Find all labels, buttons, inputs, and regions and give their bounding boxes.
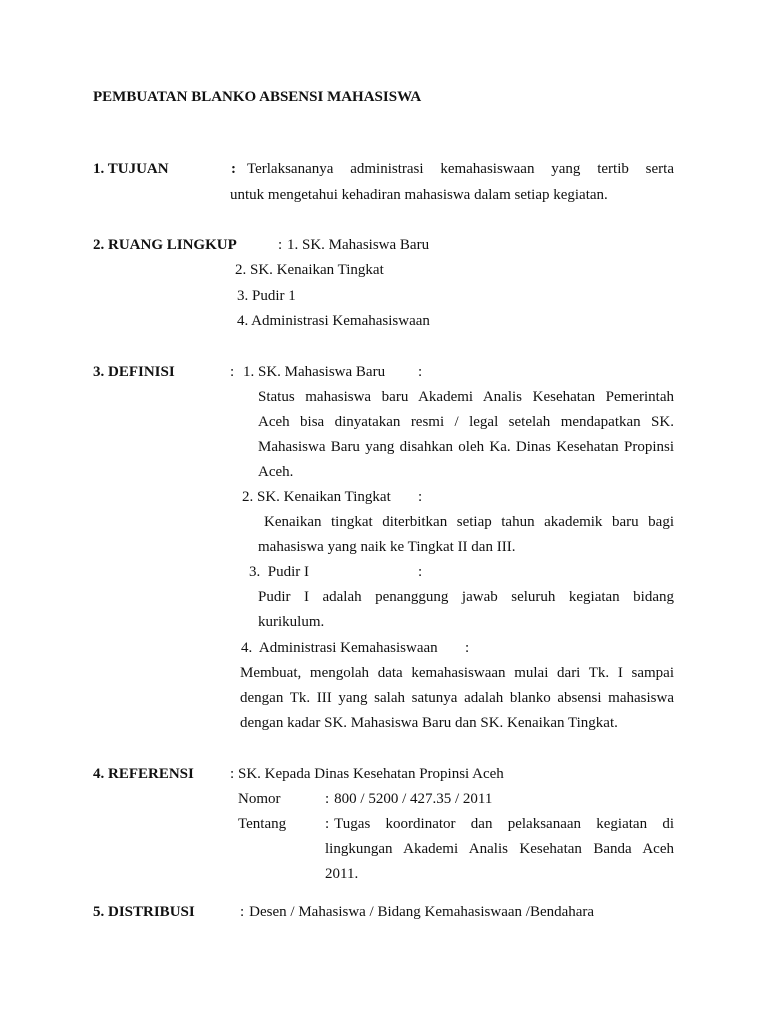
- referensi-nomor-label: Nomor: [238, 791, 281, 807]
- ruang-lingkup-item: 3. Pudir 1: [237, 288, 296, 304]
- definisi-item-line: Kenaikan tingkat diterbitkan setiap tahun akademik baru bagi: [264, 514, 674, 530]
- tujuan-colon: :: [231, 161, 236, 177]
- definisi-item-colon: :: [418, 364, 423, 380]
- ruang-lingkup-item: 4. Administrasi Kemahasiswaan: [237, 313, 430, 329]
- referensi-tentang-line: 2011.: [325, 866, 359, 882]
- definisi-item-line: Pudir I adalah penanggung jawab seluruh kegiatan bidang: [258, 589, 674, 605]
- referensi-nomor-text: 800 / 5200 / 427.35 / 2011: [334, 791, 493, 807]
- definisi-item-line: Mahasiswa Baru yang disahkan oleh Ka. Dinas Kesehatan Propinsi: [258, 439, 674, 455]
- ruang-lingkup-item: 1. SK. Mahasiswa Baru: [287, 237, 430, 253]
- definisi-item-line: Aceh bisa dinyatakan resmi / legal setelah mendapatkan SK.: [258, 414, 674, 430]
- definisi-item-colon: :: [418, 489, 423, 505]
- definisi-item-line: dengan Tk. III yang salah satunya adalah blanko absensi mahasiswa: [240, 690, 674, 706]
- distribusi-colon: :: [240, 904, 245, 920]
- referensi-tentang-line: [325, 815, 674, 833]
- definisi-item-line: Aceh.: [258, 464, 294, 480]
- tujuan-line: Terlaksananya administrasi kemahasiswaan yang tertib serta: [247, 161, 674, 177]
- definisi-item-line: mahasiswa yang naik ke Tingkat II dan III.: [258, 539, 516, 555]
- definisi-item-colon: :: [465, 640, 470, 656]
- definisi-item-line: kurikulum.: [258, 614, 325, 630]
- referensi-colon: :: [230, 766, 235, 782]
- definisi-item-line: dengan kadar SK. Mahasiswa Baru dan SK. Kenaikan Tingkat.: [240, 715, 618, 731]
- section-heading-ruang-lingkup: 2. RUANG LINGKUP: [93, 237, 237, 253]
- section-heading-tujuan: 1. TUJUAN: [93, 161, 169, 177]
- referensi-tentang-line: lingkungan Akademi Analis Kesehatan Banda Aceh: [325, 841, 674, 857]
- referensi-tentang-label: Tentang: [238, 816, 287, 832]
- section-heading-referensi: 4. REFERENSI: [93, 766, 194, 782]
- referensi-source: SK. Kepada Dinas Kesehatan Propinsi Aceh: [238, 766, 504, 782]
- definisi-item-label: 1. SK. Mahasiswa Baru: [243, 364, 386, 380]
- section-heading-distribusi: 5. DISTRIBUSI: [93, 904, 195, 920]
- ruang-lingkup-item: 2. SK. Kenaikan Tingkat: [235, 262, 384, 278]
- definisi-item-label: 2. SK. Kenaikan Tingkat: [242, 489, 391, 505]
- referensi-tentang-text: Tugas koordinator dan pelaksanaan kegiatan di: [334, 816, 674, 832]
- section-heading-definisi: 3. DEFINISI: [93, 364, 175, 380]
- referensi-tentang-colon: :: [325, 816, 330, 832]
- definisi-colon: :: [230, 364, 235, 380]
- referensi-nomor-value: [325, 790, 492, 808]
- ruang-lingkup-colon: :: [278, 237, 283, 253]
- definisi-item-line: Status mahasiswa baru Akademi Analis Kesehatan Pemerintah: [258, 389, 674, 405]
- definisi-item-label: 3. Pudir I: [249, 564, 309, 580]
- definisi-item-line: Membuat, mengolah data kemahasiswaan mulai dari Tk. I sampai: [240, 665, 674, 681]
- definisi-item-colon: :: [418, 564, 423, 580]
- tujuan-line: untuk mengetahui kehadiran mahasiswa dalam setiap kegiatan.: [230, 187, 608, 203]
- distribusi-value: Desen / Mahasiswa / Bidang Kemahasiswaan /Bendahara: [249, 904, 595, 920]
- definisi-item-label: 4. Administrasi Kemahasiswaan: [241, 640, 438, 656]
- referensi-nomor-colon: :: [325, 791, 330, 807]
- document-title: PEMBUATAN BLANKO ABSENSI MAHASISWA: [93, 89, 422, 105]
- distribusi-text: [240, 903, 594, 921]
